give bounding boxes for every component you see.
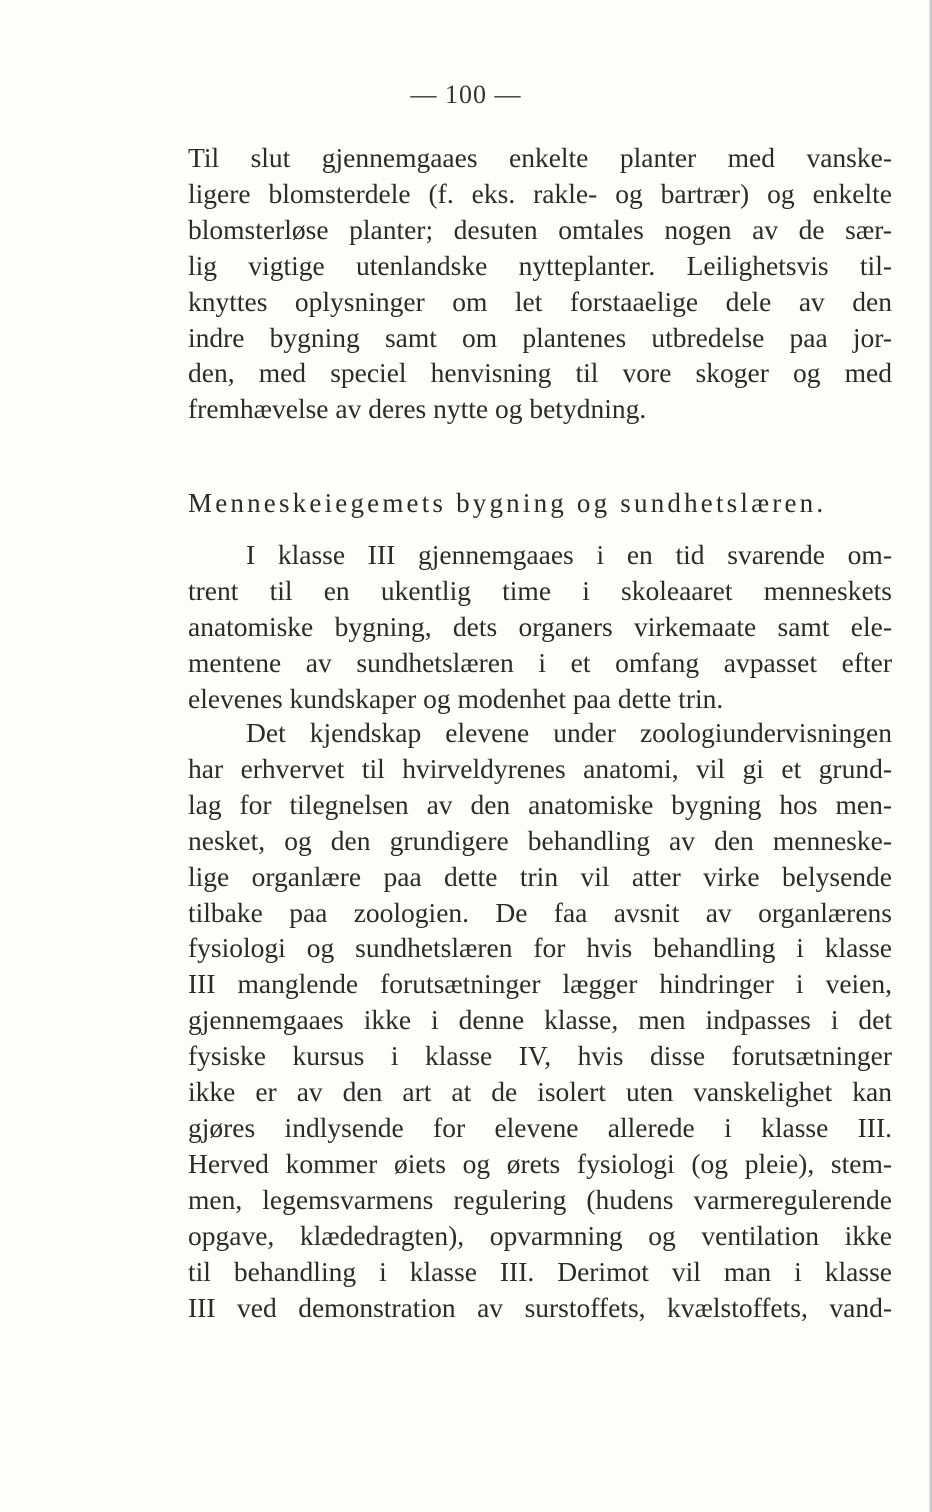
text-line: har erhvervet til hvirveldyrenes anatomi, vil gi et grund- <box>188 752 892 784</box>
text-line: lige organlære paa dette trin vil atter virke belysende <box>188 860 892 892</box>
text-line: ligere blomsterdele (f. eks. rakle- og bartrær) og enkelte <box>188 177 892 209</box>
section-heading: Menneskeiegemets bygning og sundhetslæren. <box>188 488 827 518</box>
text-line: I klasse III gjennemgaaes i en tid svarende om- <box>246 539 892 570</box>
page-number: — 100 — <box>410 80 522 109</box>
paragraph-klasse-iii <box>188 537 892 717</box>
intro-paragraph <box>188 140 892 427</box>
text-line: lag for tilegnelsen av den anatomiske bygning hos men- <box>188 788 892 820</box>
text-line: den, med speciel henvisning til vore skoger og med <box>188 357 892 389</box>
text-line: fysiologi og sundhetslæren for hvis behandling i klasse <box>188 932 892 964</box>
text-line: lig vigtige utenlandske nytteplanter. Leilighetsvis til- <box>188 249 892 281</box>
text-line: mentene av sundhetslæren i et omfang avpasset efter <box>188 646 892 678</box>
paragraph-kjendskap <box>188 715 892 1325</box>
text-line: opgave, klædedragten), opvarmning og ventilation ikke <box>188 1219 892 1251</box>
text-line: tilbake paa zoologien. De faa avsnit av organlærens <box>188 896 892 928</box>
text-line: Det kjendskap elevene under zoologiundervisningen <box>246 717 892 748</box>
text-line: fremhævelse av deres nytte og betydning. <box>188 393 647 425</box>
text-line: gjøres indlysende for elevene allerede i klasse III. <box>188 1111 892 1143</box>
text-line: III ved demonstration av surstoffets, kvælstoffets, vand- <box>188 1291 892 1323</box>
text-line: til behandling i klasse III. Derimot vil man i klasse <box>188 1255 892 1287</box>
text-line: anatomiske bygning, dets organers virkemaate samt ele- <box>188 610 892 642</box>
text-line: knyttes oplysninger om let forstaaelige dele av den <box>188 285 892 317</box>
text-line: Herved kommer øiets og ørets fysiologi (og pleie), stem- <box>188 1147 892 1179</box>
text-line: indre bygning samt om plantenes utbredelse paa jor- <box>188 321 892 353</box>
text-line: Til slut gjennemgaaes enkelte planter med vanske- <box>188 142 892 173</box>
text-line: elevenes kundskaper og modenhet paa dette trin. <box>188 682 724 714</box>
text-line: trent til en ukentlig time i skoleaaret menneskets <box>188 574 892 606</box>
text-line: nesket, og den grundigere behandling av den menneske- <box>188 824 892 856</box>
text-line: men, legemsvarmens regulering (hudens varmeregulerende <box>188 1183 892 1215</box>
text-line: blomsterløse planter; desuten omtales nogen av de sær- <box>188 213 892 245</box>
text-line: gjennemgaaes ikke i denne klasse, men indpasses i det <box>188 1004 892 1036</box>
text-line: III manglende forutsætninger lægger hindringer i veien, <box>188 968 892 1000</box>
text-line: fysiske kursus i klasse IV, hvis disse forutsætninger <box>188 1040 892 1072</box>
text-line: ikke er av den art at de isolert uten vanskelighet kan <box>188 1076 892 1108</box>
